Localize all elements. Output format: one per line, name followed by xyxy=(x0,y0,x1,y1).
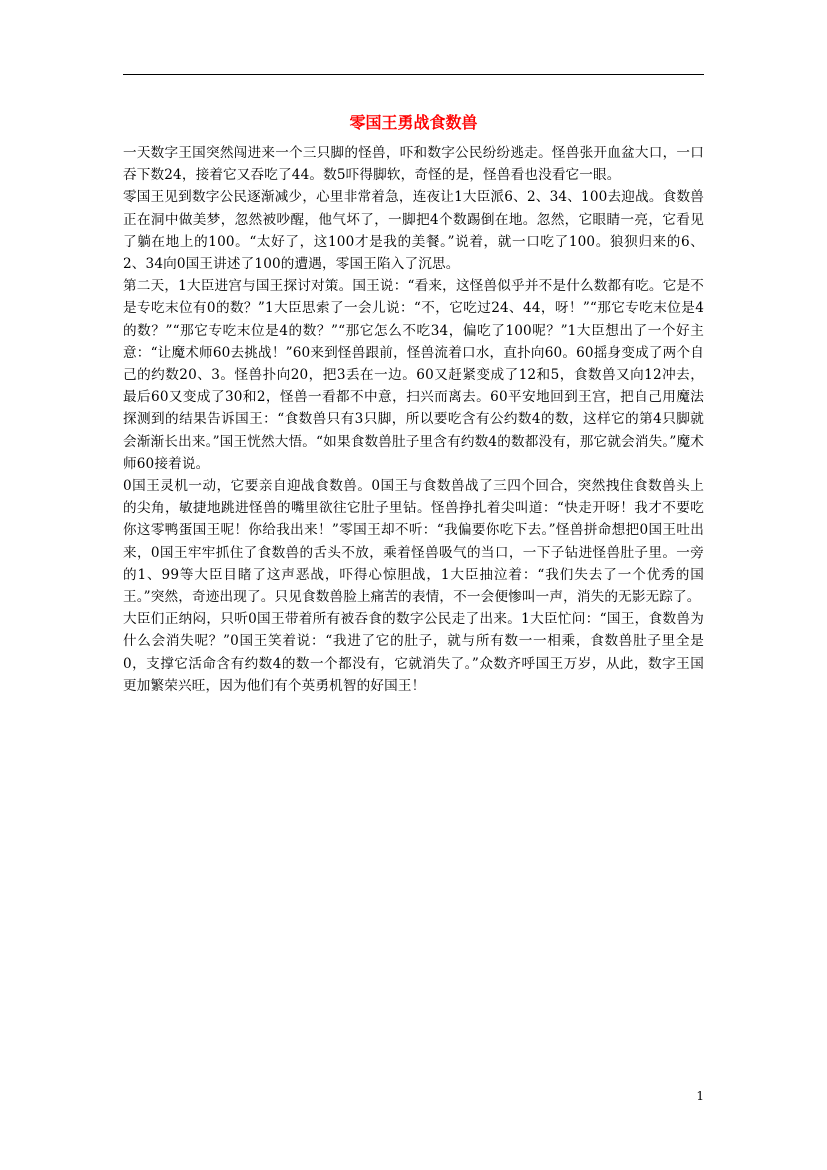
paragraph-5: 大臣们正纳闷，只听0国王带着所有被吞食的数字公民走了出来。1大臣忙问：“国王，食数兽为什么会消失呢？”0国王笑着说：“我进了它的肚子，就与所有数一一相乘，食数兽肚子里全是0，支撑它活命含有约数4的数一个都没有，它就消失了。”众数齐呼国王万岁，从此，数字王国更加繁荣兴旺，因为他们有个英勇机智的好国王！ xyxy=(123,611,704,694)
header-rule xyxy=(123,74,704,75)
paragraph-2: 零国王见到数字公民逐渐减少，心里非常着急，连夜让1大臣派6、2、34、100去迎战。食数兽正在洞中做美梦，忽然被吵醒，他气坏了，一脚把4个数踢倒在地。忽然，它眼睛一亮，它看见了躺在地上的100。“太好了，这100才是我的美餐。”说着，就一口吃了100。狼狈归来的6、2、34向0国王讲述了100的遭遇，零国王陷入了沉思。 xyxy=(123,189,704,273)
paragraph-4: 0国王灵机一动，它要亲自迎战食数兽。0国王与食数兽战了三四个回合，突然拽住食数兽头上的尖角，敏捷地跳进怪兽的嘴里欲往它肚子里钻。怪兽挣扎着尖叫道：“快走开呀！我才不要吃你这零鸭蛋国王呢！你给我出来！”零国王却不听：“我偏要你吃下去。”怪兽拼命想把0国王吐出来，0国王牢牢抓住了食数兽的舌头不放，乘着怪兽吸气的当口，一下子钻进怪兽肚子里。一旁的1、99等大臣目睹了这声恶战，吓得心惊胆战，1大臣抽泣着：“我们失去了一个优秀的国王。”突然，奇迹出现了。只见食数兽脸上痛苦的表情，不一会便惨叫一声，消失的无影无踪了。 xyxy=(123,478,704,606)
paragraph-3: 第二天，1大臣进宫与国王探讨对策。国王说：“看来，这怪兽似乎并不是什么数都有吃。它是不是专吃末位有0的数？”1大臣思索了一会儿说：“不，它吃过24、44，呀！”“那它专吃末位是4的数？”“那它专吃末位是4的数？”“那它怎么不吃34，偏吃了100呢？”1大臣想出了一个好主意：“让魔术师60去挑战！”60来到怪兽跟前，怪兽流着口水，直扑向60。60摇身变成了两个自己的约数20、3。怪兽扑向20，把3丢在一边。60又赶紧变成了12和5，食数兽又向12冲去，最后60又变成了30和2，怪兽一看都不中意，扫兴而离去。60平安地回到王宫，把自己用魔法探测到的结果告诉国王：“食数兽只有3只脚，所以要吃含有公约数4的数，这样它的第4只脚就会渐渐长出来。”国王恍然大悟。“如果食数兽肚子里含有约数4的数都没有，那它就会消失。”魔术师60接着说。 xyxy=(123,278,704,472)
page-number: 1 xyxy=(696,1089,704,1103)
document-title: 零国王勇战食数兽 xyxy=(349,113,478,132)
paragraph-1: 一天数字王国突然闯进来一个三只脚的怪兽，吓和数字公民纷纷逃走。怪兽张开血盆大口，一口吞下数24，接着它又吞吃了44。数5吓得脚软，奇怪的是，怪兽看也没看它一眼。 xyxy=(123,145,704,184)
document-body xyxy=(123,142,704,697)
